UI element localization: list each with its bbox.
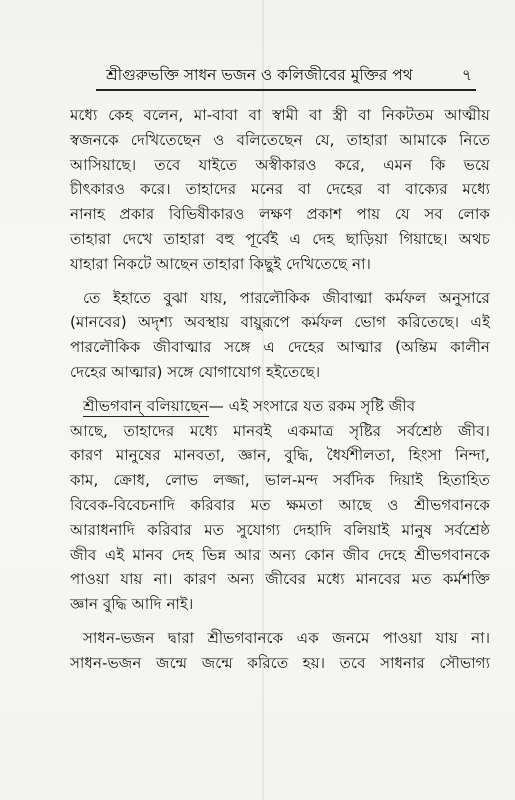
text-line-rest: — এই সংসারে যত রকম সৃষ্টি জীব [208,396,416,415]
text-line [70,394,490,419]
page-number: ৭ [461,66,472,84]
text-line: তে ইহাতে বুঝা যায়, পারলৌকিক জীবাত্মা কর্মফল অনুসারে [83,288,490,307]
paragraph-2 [70,286,490,385]
text-line: আরাধনাদি করিবার মত সুযোগ্য দেহাদি বলিয়াই মানুষ সর্বশ্রেষ্ঠ [70,520,490,539]
text-line: সাধন-ভজন জন্মে জন্মে করিতে হয়। তবে সাধনার সৌভাগ্য [70,653,490,672]
text-line: চীৎকারও করে। তাহাদের মনের বা দেহের বা বাক্যের মধ্যে [70,180,490,199]
text-line: নানাহ প্রকার বিভিষীকারও লক্ষণ প্রকাশ পায় যে সব লোক [70,205,490,224]
text-line: কারণ মানুষের মানবতা, জ্ঞান, বুদ্ধি, ধৈর্যশীলতা, হিংসা নিন্দা, [70,446,490,465]
text-line: আসিয়াছে। তবে যাইতে অস্বীকারও করে, এমন কি ভয়ে [70,155,490,174]
text-line: পারলৌকিক জীবাত্মার সঙ্গে এ দেহের আত্মার (অন্তিম কালীন [70,338,490,357]
text-line: সাধন-ভজন দ্বারা শ্রীভগবানকে এক জনমে পাওয়া যায় না। [83,628,490,647]
text-line: যাহারা নিকটে আছেন তাহারা কিছুই দেখিতেছে না। [70,254,371,273]
text-line: তাহারা দেখে তাহারা বহু পূর্বেই এ দেহ ছাড়িয়া গিয়াছে। অথচ [70,229,490,248]
emphasis-heading: শ্রীভগবান্ বলিয়াছেন [83,396,209,415]
text-line: দেহের আত্মার) সঙ্গে যোগাযোগ হইতেছে। [70,362,321,381]
text-line: মধ্যে কেহ বলেন, মা-বাবা বা স্বামী বা স্ত্রী বা নিকটতম আত্মীয় [70,106,490,124]
paragraph-4 [70,626,490,676]
paragraph-1 [70,103,490,277]
text-line: জীব এই মানব দেহ ভিন্ন আর অন্য কোন জীব দেহে শ্রীভগবানকে [70,545,490,564]
paragraph-3 [70,394,490,617]
header-title: শ্রীগুরুভক্তি সাধন ভজন ও কলিজীবের মুক্তির পথ [106,66,413,84]
text-line: কাম, ক্রোধ, লোভ লজ্জা, ভাল-মন্দ সর্বদিক দিয়াই হিতাহিত [70,471,490,490]
text-line: আছে, তাহাদের মধ্যে মানবই একমাত্র সৃষ্টির সর্বশ্রেষ্ঠ জীব। [70,421,490,440]
text-line: বিবেক-বিবেচনাদি করিবার মত ক্ষমতা আছে ও শ্রীভগবানকে [70,495,490,514]
text-line: স্বজনকে দেখিতেছেন ও বলিতেছেন যে, তাহারা আমাকে নিতে [70,130,490,149]
text-line: জ্ঞান বুদ্ধি আদি নাই। [70,595,194,614]
running-header [96,59,476,91]
text-line: পাওয়া যায় না। কারণ অন্য জীবের মধ্যে মানবের মত কর্মশক্তি [70,570,490,589]
text-line: (মানবের) অদৃশ্য অবস্থায় বায়ুরূপে কর্মফল ভোগ করিতেছে। এই [70,313,490,332]
body-text [70,103,490,676]
